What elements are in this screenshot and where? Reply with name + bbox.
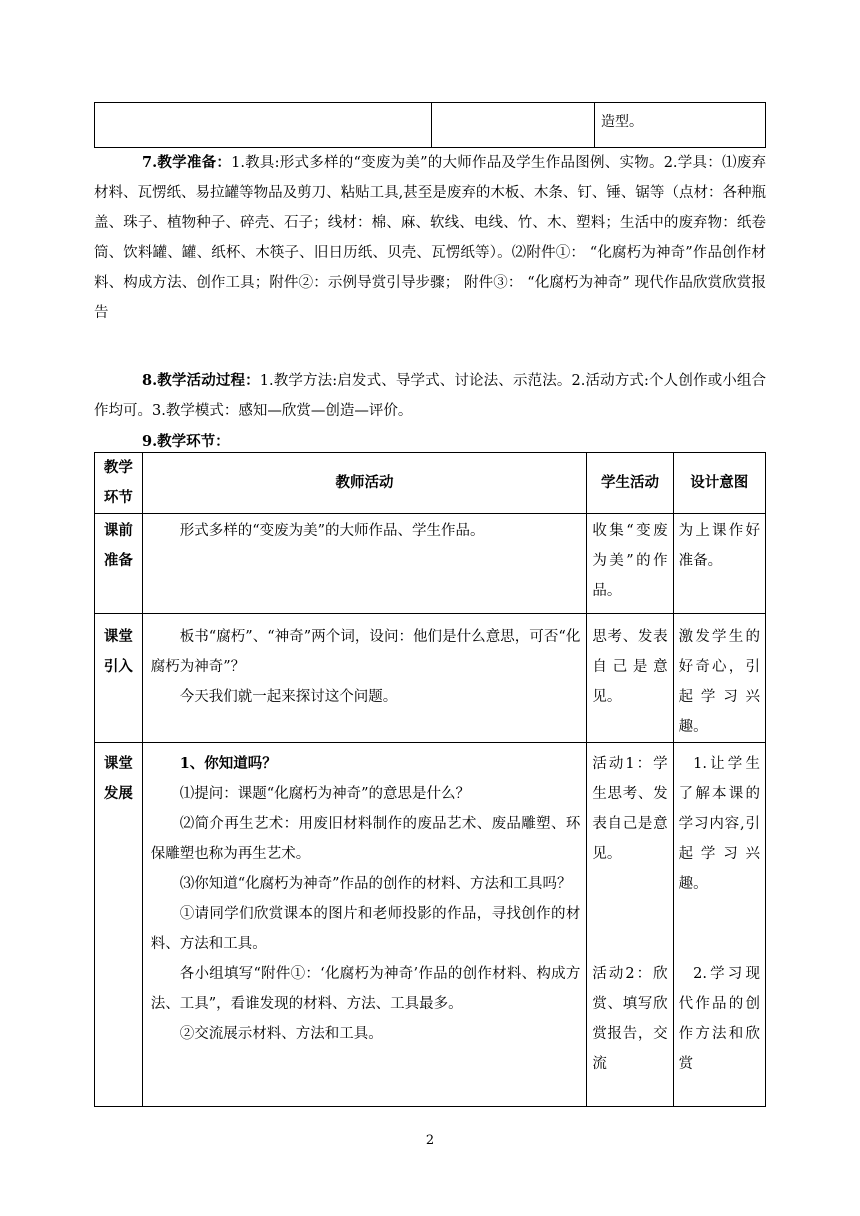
header-design: 设计意图 xyxy=(673,453,765,514)
table-row xyxy=(95,514,766,614)
top-cell-3: 造型。 xyxy=(595,103,766,148)
page-number: 2 xyxy=(425,1133,435,1148)
design-cell: 1.让学生了解本课的学习内容,引起学习兴趣。 2.学习现代作品的创作方法和欣赏 xyxy=(673,743,765,1107)
header-teacher: 教师活动 xyxy=(142,453,587,514)
teacher-cell: 1、你知道吗？ ⑴提问：课题“化腐朽为神奇”的意思是什么？ ⑵简介再生艺术：用废旧材料制作的废品艺术、废品雕塑、环保雕塑也称为再生艺术。 ⑶你知道“化腐朽为神奇”作品的创作的材料、方法和工具吗？ ①请同学们欣赏课本的图片和老师投影的作品，寻找创作的材料、方法和工具。 各小组填写“附件①：‘化腐朽为神奇’作品的创作材料、构成方法、工具”，看谁发现的材料、方法、工具最多。 ②交流展示材料、方法和工具。 xyxy=(142,743,587,1107)
header-stage: 教学环节 xyxy=(95,453,143,514)
section-7-prep xyxy=(94,148,766,328)
header-student: 学生活动 xyxy=(587,453,673,514)
section-8-heading: 8.教学活动过程： xyxy=(142,372,260,389)
section-7-heading: 7.教学准备： xyxy=(142,154,232,171)
student-cell: 思考、发表自己是意见。 xyxy=(587,614,673,743)
table-row xyxy=(95,614,766,743)
teacher-cell: 板书“腐朽”、“神奇”两个词，设问：他们是什么意思，可否“化腐朽为神奇”？ 今天我们就一起来探讨这个问题。 xyxy=(142,614,587,743)
student-cell: 收集“变废为美”的作品。 xyxy=(587,514,673,614)
top-cell-1 xyxy=(95,103,432,148)
table-row xyxy=(95,743,766,1107)
table-header-row xyxy=(95,453,766,514)
section-8-body: 1.教学方法:启发式、导学式、讨论法、示范法。2.活动方式:个人创作或小组合作均可。3.教学模式：感知—欣赏—创造—评价。 xyxy=(94,373,767,419)
continued-table xyxy=(94,102,766,148)
stage-cell: 课堂发展 xyxy=(95,743,143,1107)
teaching-steps-table xyxy=(94,452,766,1107)
top-cell-2 xyxy=(432,103,595,148)
section-9-heading: 9.教学环节： xyxy=(142,433,230,450)
section-8-process xyxy=(94,366,766,426)
design-cell: 激发学生的好奇心，引起学习兴趣。 xyxy=(673,614,765,743)
stage-cell: 课前准备 xyxy=(95,514,143,614)
stage-cell: 课堂引入 xyxy=(95,614,143,743)
design-cell: 为上课作好准备。 xyxy=(673,514,765,614)
section-7-body: 1.教具:形式多样的“变废为美”的大师作品及学生作品图例、实物。2.学具：⑴废弃材料、瓦愣纸、易拉罐等物品及剪刀、粘贴工具,甚至是废弃的木板、木条、钉、锤、锯等（点材：各种瓶盖、珠子、植物种子、碎壳、石子；线材：棉、麻、软线、电线、竹、木、塑料；生活中的废弃物：纸卷筒、饮料罐、罐、纸杯、木筷子、旧日历纸、贝壳、瓦愣纸等）。⑵附件①： “化腐朽为神奇”作品创作材料、构成方法、创作工具；附件②：示例导赏引导步骤； 附件③： “化腐朽为神奇” 现代作品欣赏欣赏报告 xyxy=(94,155,766,321)
teacher-cell: 形式多样的“变废为美”的大师作品、学生作品。 xyxy=(142,514,587,614)
student-cell: 活动1：学生思考、发表自己是意见。 活动2：欣赏、填写欣赏报告，交流 xyxy=(587,743,673,1107)
